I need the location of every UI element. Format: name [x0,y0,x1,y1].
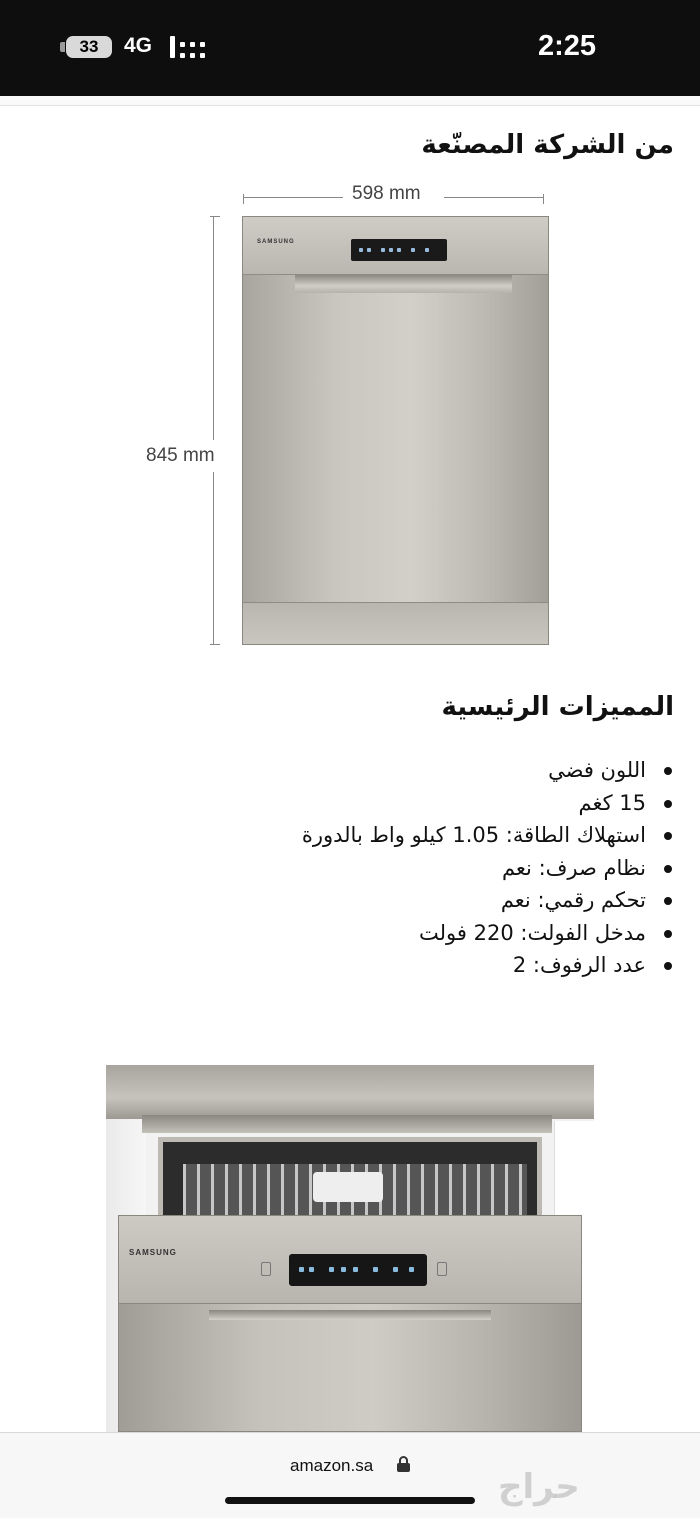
signal-icon [170,36,206,58]
dishwasher-door [118,1215,582,1432]
page-top-edge [0,96,700,106]
home-indicator[interactable] [225,1497,475,1504]
control-panel [243,217,548,275]
features-heading: المميزات الرئيسية [441,692,674,722]
status-bar [0,0,700,96]
door-handle [295,275,512,293]
height-label: 845 mm [146,445,215,466]
watermark: حراج [498,1467,580,1507]
battery-icon: 33 [66,36,112,58]
width-dimension-line-right [444,197,544,198]
brand-logo: SAMSUNG [257,239,295,245]
door-handle [209,1310,491,1320]
control-display [289,1254,427,1286]
address-bar-url[interactable]: amazon.sa [290,1456,374,1475]
brand-logo: SAMSUNG [129,1248,177,1257]
list-item: مدخل الفولت: 220 فولت [214,917,674,950]
list-item: استهلاك الطاقة: 1.05 كيلو واط بالدورة [214,819,674,852]
list-item: 15 كغم [214,787,674,820]
battery-tip [60,42,65,52]
dishwasher-front-drawing [242,216,549,645]
list-item: تحكم رقمي: نعم [214,884,674,917]
lock-icon [397,1456,410,1472]
network-type: 4G [124,34,153,57]
width-dimension-line-left [243,197,343,198]
list-item: عدد الرفوف: 2 [214,949,674,982]
control-display [351,239,447,261]
height-dimension-line-bottom [213,472,214,644]
manufacturer-heading: من الشركة المصنّعة [421,130,674,160]
width-label: 598 mm [352,183,421,204]
kick-plate [243,602,548,644]
height-dimension-line-top [213,216,214,440]
browser-bottom-bar [0,1432,700,1518]
list-item: نظام صرف: نعم [214,852,674,885]
page-content[interactable] [0,106,700,1432]
status-time: 2:25 [538,30,597,62]
dishwasher-interior [158,1137,542,1227]
countertop [106,1065,594,1119]
features-list [214,754,674,982]
control-panel [119,1216,581,1304]
product-photo [106,1065,594,1432]
list-item: اللون فضي [214,754,674,787]
